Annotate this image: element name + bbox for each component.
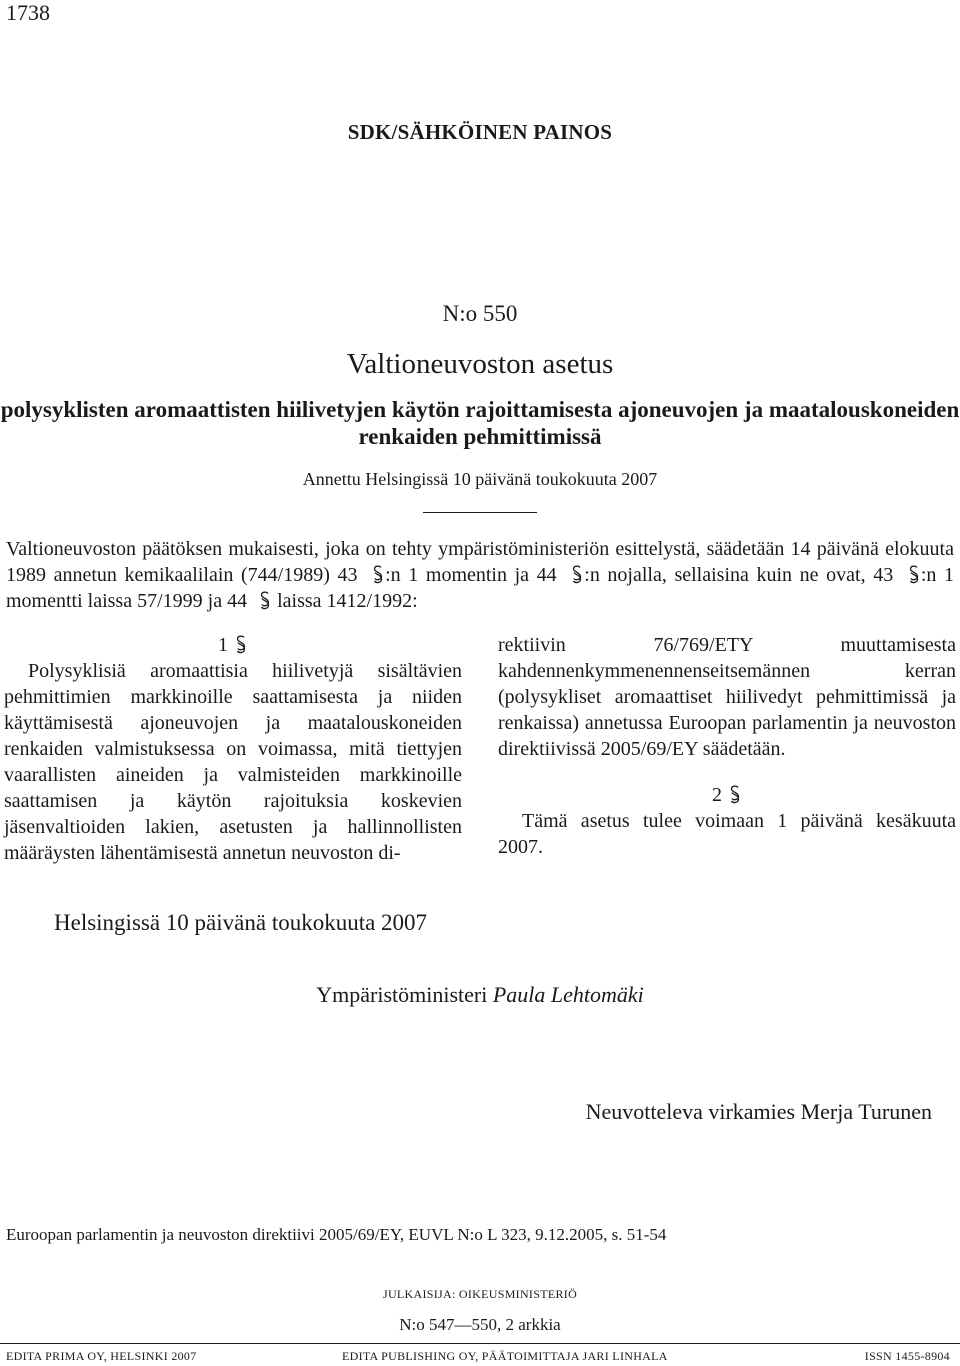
section-sign-icon bbox=[728, 784, 742, 806]
minister-signature bbox=[0, 982, 960, 1008]
section-1-heading bbox=[4, 632, 462, 658]
preamble-text-4: :n 1 momentti laissa 57/1999 ja 44 bbox=[6, 564, 954, 612]
section-sign-icon bbox=[907, 564, 921, 586]
issn: ISSN 1455-8904 bbox=[864, 1349, 950, 1363]
signature-place-date: Helsingissä 10 päivänä toukokuuta 2007 bbox=[54, 910, 428, 935]
footer-divider bbox=[0, 1343, 960, 1344]
left-column bbox=[4, 632, 462, 866]
section-sign-icon bbox=[234, 634, 248, 656]
given-date: Annettu Helsingissä 10 päivänä toukokuuta 2007 bbox=[302, 469, 658, 489]
edition-label: SDK/SÄHKÖINEN PAINOS bbox=[347, 120, 613, 144]
section-1-text-continued: rektiivin 76/769/ETY muuttamisesta kahdennenkymmenennenseitsemännen kerran (polysykliset aromaattiset hiilivedyt pehmittimissä ja renkaissa) annetussa Euroopan parlamentin ja neuvoston direktiivissä 2005/69/EY säädetään. bbox=[498, 634, 956, 760]
section-1-number: 1 bbox=[218, 634, 228, 656]
section-2-heading bbox=[498, 782, 956, 808]
right-column bbox=[498, 632, 956, 860]
editor-info: EDITA PUBLISHING OY, PÄÄTOIMITTAJA JARI LINHALA bbox=[342, 1349, 668, 1363]
title-divider bbox=[423, 512, 537, 513]
preamble-text-3: :n nojalla, sellaisina kuin ne ovat, 43 bbox=[584, 564, 901, 586]
section-sign-icon bbox=[570, 564, 584, 586]
act-title: Valtioneuvoston asetus bbox=[346, 348, 614, 380]
section-2-text: Tämä asetus tulee voimaan 1 päivänä kesäkuuta 2007. bbox=[498, 810, 956, 858]
act-number: N:o 550 bbox=[442, 301, 518, 326]
minister-title: Ympäristöministeri bbox=[316, 982, 488, 1007]
preamble-text-5: laissa 1412/1992: bbox=[272, 590, 418, 612]
printer-info: EDITA PRIMA OY, HELSINKI 2007 bbox=[6, 1349, 197, 1363]
section-1-text: Polysyklisiä aromaattisia hiilivetyjä sisältävien pehmittimien markkinoille saattamisesta ja niiden käyttämisestä ajoneuvojen ja maatalouskoneiden renkaiden valmistuksessa on voimassa, mitä tiettyjen vaarallisten aineiden ja valmisteiden markkinoille saattamisen ja käytön rajoituksia koskevien jäsenvaltioiden lakien, asetusten ja hallinnollisten määräysten lähentämisestä annetun neuvoston di- bbox=[4, 660, 462, 864]
footnote: Euroopan parlamentin ja neuvoston direktiivi 2005/69/EY, EUVL N:o L 323, 9.12.2005, s. 51-54 bbox=[6, 1225, 667, 1244]
section-sign-icon bbox=[371, 564, 385, 586]
official-signature: Neuvotteleva virkamies Merja Turunen bbox=[585, 1099, 932, 1124]
issue-info: N:o 547—550, 2 arkkia bbox=[399, 1315, 561, 1334]
preamble-text-1: Valtioneuvoston päätöksen mukaisesti, joka on tehty ympäristöministeriön esittelystä, säädetään 14 päivänä elokuuta 1989 annetun kemikaalilain (744/1989) 43 bbox=[6, 538, 954, 586]
preamble-text-2: :n 1 momentin ja 44 bbox=[385, 564, 565, 586]
publisher: JULKAISIJA: OIKEUSMINISTERIÖ bbox=[382, 1287, 578, 1301]
act-subtitle: polysyklisten aromaattisten hiilivetyjen käytön rajoittamisesta ajoneuvojen ja maatalouskoneiden renkaiden pehmittimissä bbox=[0, 397, 960, 449]
minister-name: Paula Lehtomäki bbox=[492, 982, 644, 1007]
section-2-number: 2 bbox=[712, 784, 722, 806]
page-number: 1738 bbox=[6, 0, 50, 25]
preamble bbox=[6, 536, 954, 614]
section-sign-icon bbox=[258, 590, 272, 612]
